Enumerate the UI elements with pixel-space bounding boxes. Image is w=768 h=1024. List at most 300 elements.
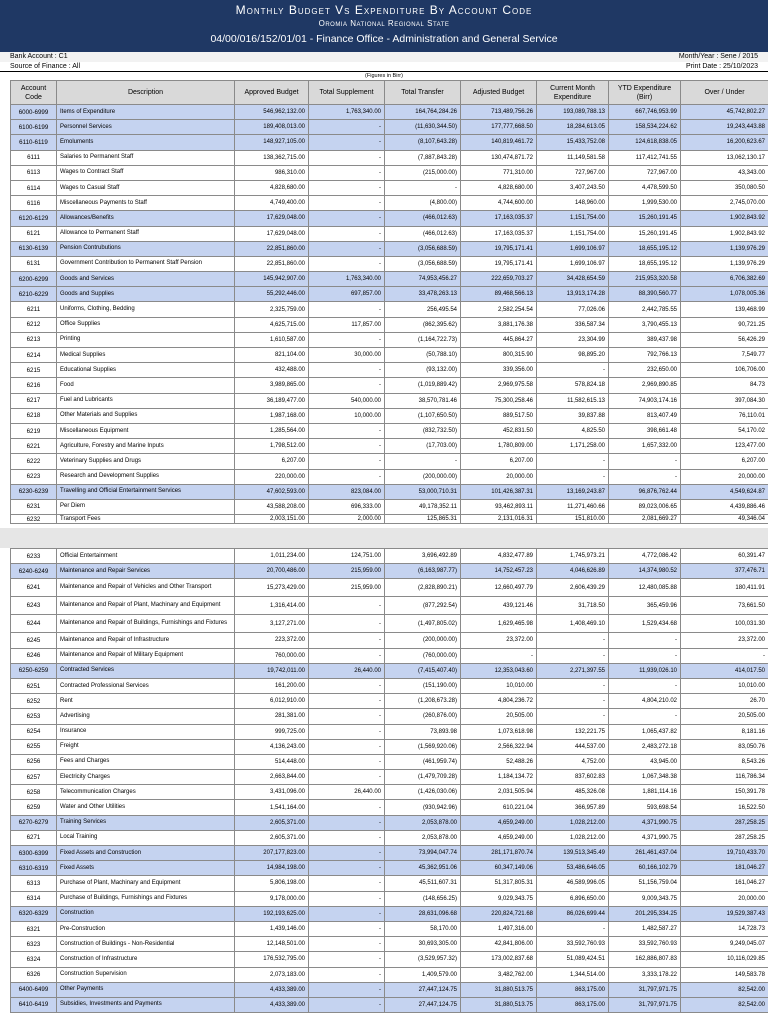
- cell-total-transfer: (2,828,890.21): [385, 579, 461, 597]
- cell-current-month-expenditure: 444,537.00: [537, 739, 609, 754]
- cell-total-transfer: (8,107,643.28): [385, 135, 461, 150]
- cell-total-supplement: -: [309, 226, 385, 241]
- cell-ytd-expenditure: 398,661.48: [609, 423, 681, 438]
- cell-description: Telecommunication Charges: [57, 785, 235, 800]
- cell-current-month-expenditure: 11,149,581.58: [537, 150, 609, 165]
- cell-ytd-expenditure: 31,797,971.75: [609, 982, 681, 997]
- cell-ytd-expenditure: 4,804,210.02: [609, 694, 681, 709]
- cell-account-code: 6212: [11, 317, 57, 332]
- cell-account-code: 6313: [11, 876, 57, 891]
- cell-ytd-expenditure: 4,772,086.42: [609, 549, 681, 564]
- cell-description: Purchase of Buildings, Furnishings and Fixtures: [57, 891, 235, 906]
- cell-description: Construction Supervision: [57, 967, 235, 982]
- cell-total-transfer: (6,163,987.77): [385, 564, 461, 579]
- summary-row: [11, 241, 768, 256]
- cell-ytd-expenditure: 43,945.00: [609, 754, 681, 769]
- cell-total-supplement: 10,000.00: [309, 408, 385, 423]
- table-row: [11, 891, 768, 906]
- cell-approved-budget: 1,610,587.00: [235, 332, 309, 347]
- cell-adjusted-budget: 4,832,477.89: [461, 549, 537, 564]
- cell-current-month-expenditure: 1,699,106.97: [537, 241, 609, 256]
- cell-current-month-expenditure: 33,592,760.93: [537, 937, 609, 952]
- cell-total-transfer: 256,495.54: [385, 302, 461, 317]
- cell-account-code: 6314: [11, 891, 57, 906]
- cell-total-transfer: 73,893.98: [385, 724, 461, 739]
- cell-approved-budget: 9,178,000.00: [235, 891, 309, 906]
- cell-current-month-expenditure: -: [537, 678, 609, 693]
- cell-over-under: 123,477.00: [681, 439, 768, 454]
- cell-total-transfer: (4,800.00): [385, 196, 461, 211]
- cell-approved-budget: 3,989,865.00: [235, 378, 309, 393]
- col-header-approved-budget: Approved Budget: [235, 81, 309, 105]
- cell-ytd-expenditure: 4,371,990.75: [609, 830, 681, 845]
- cell-ytd-expenditure: 792,766.13: [609, 348, 681, 363]
- cell-over-under: 100,031.30: [681, 615, 768, 633]
- cell-current-month-expenditure: -: [537, 363, 609, 378]
- cell-total-supplement: 823,084.00: [309, 484, 385, 499]
- cell-current-month-expenditure: 6,896,650.00: [537, 891, 609, 906]
- table-row: [11, 739, 768, 754]
- cell-current-month-expenditure: 1,745,973.21: [537, 549, 609, 564]
- cell-description: Wages to Casual Staff: [57, 180, 235, 195]
- cell-description: Maintenance and Repair of Infrastructure: [57, 633, 235, 648]
- cell-account-code: 6216: [11, 378, 57, 393]
- cell-approved-budget: 192,193,625.00: [235, 906, 309, 921]
- col-header-ytd-expenditure: YTD Expenditure (Birr): [609, 81, 681, 105]
- summary-row: [11, 846, 768, 861]
- cell-total-transfer: 1,409,579.00: [385, 967, 461, 982]
- cell-total-transfer: (200,000.00): [385, 469, 461, 484]
- cell-approved-budget: 4,136,243.00: [235, 739, 309, 754]
- cell-ytd-expenditure: 2,969,890.85: [609, 378, 681, 393]
- cell-description: Construction of Buildings - Non-Residential: [57, 937, 235, 952]
- table-row: [11, 423, 768, 438]
- cell-current-month-expenditure: 13,169,243.87: [537, 484, 609, 499]
- cell-account-code: 6113: [11, 165, 57, 180]
- cell-account-code: 6244: [11, 615, 57, 633]
- cell-total-supplement: -: [309, 423, 385, 438]
- cell-ytd-expenditure: 1,999,530.00: [609, 196, 681, 211]
- cell-ytd-expenditure: 4,371,990.75: [609, 815, 681, 830]
- cell-total-supplement: -: [309, 332, 385, 347]
- cell-ytd-expenditure: 593,698.54: [609, 800, 681, 815]
- cell-total-supplement: -: [309, 724, 385, 739]
- cell-total-supplement: -: [309, 906, 385, 921]
- cell-adjusted-budget: 439,121.46: [461, 597, 537, 615]
- cell-account-code: 6213: [11, 332, 57, 347]
- cell-over-under: 56,426.29: [681, 332, 768, 347]
- cell-current-month-expenditure: 139,513,345.49: [537, 846, 609, 861]
- table-row: [11, 165, 768, 180]
- cell-approved-budget: 514,448.00: [235, 754, 309, 769]
- cell-approved-budget: 281,381.00: [235, 709, 309, 724]
- cell-total-supplement: -: [309, 770, 385, 785]
- report-banner: [0, 0, 768, 52]
- summary-row: [11, 287, 768, 302]
- cell-current-month-expenditure: 193,089,788.13: [537, 105, 609, 120]
- cell-total-supplement: -: [309, 439, 385, 454]
- cell-adjusted-budget: 31,880,513.75: [461, 997, 537, 1012]
- table-row: [11, 332, 768, 347]
- cell-current-month-expenditure: 1,699,106.97: [537, 256, 609, 271]
- cell-account-code: 6221: [11, 439, 57, 454]
- cell-total-transfer: (1,426,030.06): [385, 785, 461, 800]
- cell-account-code: 6214: [11, 348, 57, 363]
- cell-over-under: 116,786.34: [681, 770, 768, 785]
- cell-description: Other Materials and Supplies: [57, 408, 235, 423]
- cell-ytd-expenditure: 1,067,348.38: [609, 770, 681, 785]
- cell-description: Emoluments: [57, 135, 235, 150]
- cell-approved-budget: 999,725.00: [235, 724, 309, 739]
- cell-account-code: 6256: [11, 754, 57, 769]
- cell-total-transfer: 33,478,263.13: [385, 287, 461, 302]
- cell-total-transfer: (50,788.10): [385, 348, 461, 363]
- table-row: [11, 439, 768, 454]
- cell-description: Contracted Professional Services: [57, 678, 235, 693]
- cell-description: Salaries to Permanent Staff: [57, 150, 235, 165]
- cell-over-under: 20,000.00: [681, 469, 768, 484]
- cell-approved-budget: 1,285,564.00: [235, 423, 309, 438]
- cell-over-under: 180,411.91: [681, 579, 768, 597]
- cell-adjusted-budget: 52,488.26: [461, 754, 537, 769]
- cell-ytd-expenditure: 3,790,455.13: [609, 317, 681, 332]
- meta-row-2: [0, 62, 768, 72]
- cell-account-code: 6240-6249: [11, 564, 57, 579]
- cell-approved-budget: 223,372.00: [235, 633, 309, 648]
- cell-description: Training Services: [57, 815, 235, 830]
- cell-account-code: 6257: [11, 770, 57, 785]
- cell-approved-budget: 1,439,146.00: [235, 921, 309, 936]
- cell-account-code: 6210-6229: [11, 287, 57, 302]
- cell-over-under: 181,046.27: [681, 861, 768, 876]
- cell-over-under: 6,207.00: [681, 454, 768, 469]
- source-of-finance: Source of Finance : All: [10, 63, 81, 70]
- cell-ytd-expenditure: 1,065,437.82: [609, 724, 681, 739]
- cell-account-code: 6120-6129: [11, 211, 57, 226]
- table-header-row: [11, 81, 768, 105]
- cell-account-code: 6251: [11, 678, 57, 693]
- cell-description: Fixed Assets: [57, 861, 235, 876]
- cell-adjusted-budget: 14,752,457.23: [461, 564, 537, 579]
- cell-total-supplement: -: [309, 937, 385, 952]
- cell-adjusted-budget: 31,880,513.75: [461, 982, 537, 997]
- cell-adjusted-budget: 173,002,837.68: [461, 952, 537, 967]
- cell-over-under: 84.73: [681, 378, 768, 393]
- cell-approved-budget: 47,602,593.00: [235, 484, 309, 499]
- cell-ytd-expenditure: 15,260,191.45: [609, 226, 681, 241]
- cell-current-month-expenditure: 53,486,646.05: [537, 861, 609, 876]
- cell-description: Government Contribution to Permanent Staff Pension: [57, 256, 235, 271]
- cell-ytd-expenditure: 1,881,114.16: [609, 785, 681, 800]
- cell-over-under: 43,343.00: [681, 165, 768, 180]
- cell-total-transfer: 49,178,352.11: [385, 499, 461, 514]
- cell-approved-budget: 22,851,860.00: [235, 256, 309, 271]
- cell-ytd-expenditure: 124,618,838.05: [609, 135, 681, 150]
- cell-over-under: 19,710,433.70: [681, 846, 768, 861]
- cell-current-month-expenditure: 51,089,424.51: [537, 952, 609, 967]
- cell-total-transfer: (3,056,688.59): [385, 256, 461, 271]
- cell-current-month-expenditure: 77,026.06: [537, 302, 609, 317]
- cell-adjusted-budget: 2,566,322.94: [461, 739, 537, 754]
- cell-adjusted-budget: 177,777,668.50: [461, 120, 537, 135]
- cell-over-under: 287,258.25: [681, 815, 768, 830]
- cell-adjusted-budget: 12,353,043.60: [461, 663, 537, 678]
- cell-approved-budget: 15,273,429.00: [235, 579, 309, 597]
- cell-approved-budget: 1,316,414.00: [235, 597, 309, 615]
- cell-total-supplement: -: [309, 876, 385, 891]
- cell-total-supplement: -: [309, 830, 385, 845]
- cell-over-under: 90,721.25: [681, 317, 768, 332]
- cell-over-under: 414,017.50: [681, 663, 768, 678]
- cell-total-transfer: -: [385, 180, 461, 195]
- cell-adjusted-budget: 452,831.50: [461, 423, 537, 438]
- cell-ytd-expenditure: 2,442,785.55: [609, 302, 681, 317]
- cell-total-transfer: (1,208,673.28): [385, 694, 461, 709]
- cell-description: Miscellaneous Payments to Staff: [57, 196, 235, 211]
- cell-ytd-expenditure: 96,876,762.44: [609, 484, 681, 499]
- cell-account-code: 6130-6139: [11, 241, 57, 256]
- cell-approved-budget: 17,629,048.00: [235, 226, 309, 241]
- cell-description: Transport Fees: [57, 515, 235, 524]
- cell-current-month-expenditure: 4,752.00: [537, 754, 609, 769]
- cell-over-under: 4,549,624.87: [681, 484, 768, 499]
- cell-account-code: 6231: [11, 499, 57, 514]
- cell-adjusted-budget: 130,474,871.72: [461, 150, 537, 165]
- summary-row: [11, 861, 768, 876]
- cell-description: Allowances/Benefits: [57, 211, 235, 226]
- cell-description: Per Diem: [57, 499, 235, 514]
- cell-current-month-expenditure: 132,221.75: [537, 724, 609, 739]
- cell-current-month-expenditure: 98,895.20: [537, 348, 609, 363]
- cell-over-under: 10,116,029.85: [681, 952, 768, 967]
- cell-total-supplement: -: [309, 135, 385, 150]
- cell-total-transfer: (1,164,722.73): [385, 332, 461, 347]
- cell-approved-budget: 986,310.00: [235, 165, 309, 180]
- cell-adjusted-budget: 4,804,236.72: [461, 694, 537, 709]
- cell-over-under: 6,706,382.69: [681, 272, 768, 287]
- cell-ytd-expenditure: 215,953,320.58: [609, 272, 681, 287]
- cell-over-under: 377,476.71: [681, 564, 768, 579]
- cell-description: Personnel Services: [57, 120, 235, 135]
- cell-ytd-expenditure: 232,650.00: [609, 363, 681, 378]
- cell-description: Medical Supplies: [57, 348, 235, 363]
- cell-account-code: 6270-6279: [11, 815, 57, 830]
- table-row: [11, 615, 768, 633]
- cell-account-code: 6323: [11, 937, 57, 952]
- table-row: [11, 454, 768, 469]
- cell-account-code: 6410-6419: [11, 997, 57, 1012]
- cell-approved-budget: 1,011,234.00: [235, 549, 309, 564]
- cell-current-month-expenditure: 1,151,754.00: [537, 211, 609, 226]
- cell-adjusted-budget: 3,482,762.00: [461, 967, 537, 982]
- cell-approved-budget: 138,362,715.00: [235, 150, 309, 165]
- budget-table-page-1: [10, 80, 768, 524]
- cell-over-under: 1,902,843.92: [681, 211, 768, 226]
- cell-approved-budget: 5,806,198.00: [235, 876, 309, 891]
- cell-total-supplement: 540,000.00: [309, 393, 385, 408]
- cell-total-transfer: (3,529,957.32): [385, 952, 461, 967]
- cell-account-code: 6255: [11, 739, 57, 754]
- cell-total-supplement: -: [309, 615, 385, 633]
- cell-approved-budget: 2,605,371.00: [235, 830, 309, 845]
- cell-approved-budget: 3,127,271.00: [235, 615, 309, 633]
- cell-approved-budget: 821,104.00: [235, 348, 309, 363]
- cell-adjusted-budget: 60,347,149.06: [461, 861, 537, 876]
- cell-total-supplement: 26,440.00: [309, 663, 385, 678]
- table-row: [11, 709, 768, 724]
- cell-description: Pension Contrubutions: [57, 241, 235, 256]
- cell-current-month-expenditure: 366,957.89: [537, 800, 609, 815]
- cell-ytd-expenditure: -: [609, 678, 681, 693]
- cell-total-transfer: 2,053,878.00: [385, 815, 461, 830]
- cell-ytd-expenditure: -: [609, 709, 681, 724]
- cell-total-supplement: -: [309, 469, 385, 484]
- cell-approved-budget: 14,984,198.00: [235, 861, 309, 876]
- cell-adjusted-budget: 6,207.00: [461, 454, 537, 469]
- cell-total-transfer: (17,703.00): [385, 439, 461, 454]
- cell-total-supplement: -: [309, 211, 385, 226]
- cell-current-month-expenditure: -: [537, 694, 609, 709]
- cell-total-supplement: -: [309, 454, 385, 469]
- table-row: [11, 785, 768, 800]
- cell-ytd-expenditure: 117,412,741.55: [609, 150, 681, 165]
- summary-row: [11, 272, 768, 287]
- cell-description: Electricity Charges: [57, 770, 235, 785]
- cell-total-supplement: 215,959.00: [309, 579, 385, 597]
- cell-approved-budget: 189,408,013.00: [235, 120, 309, 135]
- cell-over-under: 139,468.99: [681, 302, 768, 317]
- cell-description: Other Payments: [57, 982, 235, 997]
- cell-total-transfer: 27,447,124.75: [385, 997, 461, 1012]
- cell-over-under: 19,529,387.43: [681, 906, 768, 921]
- table-row: [11, 724, 768, 739]
- cell-total-supplement: 697,857.00: [309, 287, 385, 302]
- cell-total-transfer: 58,170.00: [385, 921, 461, 936]
- cell-approved-budget: 2,003,151.00: [235, 515, 309, 524]
- cell-current-month-expenditure: 31,718.50: [537, 597, 609, 615]
- cell-total-transfer: 73,994,047.74: [385, 846, 461, 861]
- cell-over-under: 8,181.16: [681, 724, 768, 739]
- cell-total-supplement: -: [309, 921, 385, 936]
- cell-total-transfer: 74,953,456.27: [385, 272, 461, 287]
- table-row: [11, 150, 768, 165]
- cell-account-code: 6110-6119: [11, 135, 57, 150]
- cell-total-transfer: (877,292.54): [385, 597, 461, 615]
- summary-row: [11, 120, 768, 135]
- cell-account-code: 6259: [11, 800, 57, 815]
- cell-current-month-expenditure: 837,602.83: [537, 770, 609, 785]
- cell-total-supplement: -: [309, 165, 385, 180]
- cell-adjusted-budget: 771,310.00: [461, 165, 537, 180]
- cell-adjusted-budget: 220,824,721.68: [461, 906, 537, 921]
- cell-over-under: 83,050.76: [681, 739, 768, 754]
- summary-row: [11, 484, 768, 499]
- cell-description: Educational Supplies: [57, 363, 235, 378]
- cell-description: Travelling and Official Entertainment Services: [57, 484, 235, 499]
- cell-ytd-expenditure: 365,459.96: [609, 597, 681, 615]
- table-row: [11, 967, 768, 982]
- office-line: 04/00/016/152/01/01 - Finance Office - Administration and General Service: [210, 33, 558, 45]
- table-row: [11, 256, 768, 271]
- cell-total-supplement: -: [309, 363, 385, 378]
- cell-account-code: 6211: [11, 302, 57, 317]
- cell-approved-budget: 2,605,371.00: [235, 815, 309, 830]
- cell-adjusted-budget: 51,317,805.31: [461, 876, 537, 891]
- cell-ytd-expenditure: 11,939,026.10: [609, 663, 681, 678]
- cell-description: Purchase of Plant, Machinary and Equipment: [57, 876, 235, 891]
- table-row: [11, 678, 768, 693]
- table-row: [11, 754, 768, 769]
- cell-total-supplement: 117,857.00: [309, 317, 385, 332]
- cell-description: Food: [57, 378, 235, 393]
- cell-total-transfer: 27,447,124.75: [385, 982, 461, 997]
- cell-approved-budget: 161,200.00: [235, 678, 309, 693]
- table-row: [11, 830, 768, 845]
- cell-ytd-expenditure: 162,886,807.83: [609, 952, 681, 967]
- cell-total-transfer: (466,012.63): [385, 211, 461, 226]
- cell-description: Insurance: [57, 724, 235, 739]
- cell-adjusted-budget: 339,356.00: [461, 363, 537, 378]
- cell-total-transfer: 53,000,710.31: [385, 484, 461, 499]
- cell-approved-budget: 4,625,715.00: [235, 317, 309, 332]
- cell-current-month-expenditure: 46,589,996.05: [537, 876, 609, 891]
- cell-approved-budget: 17,629,048.00: [235, 211, 309, 226]
- cell-adjusted-budget: 1,073,618.98: [461, 724, 537, 739]
- cell-over-under: 149,583.78: [681, 967, 768, 982]
- table-row: [11, 180, 768, 195]
- cell-over-under: 1,139,976.29: [681, 241, 768, 256]
- cell-approved-budget: 2,663,844.00: [235, 770, 309, 785]
- cell-over-under: 1,139,976.29: [681, 256, 768, 271]
- cell-account-code: 6217: [11, 393, 57, 408]
- cell-description: Maintenance and Repair Services: [57, 564, 235, 579]
- cell-total-supplement: -: [309, 891, 385, 906]
- cell-total-transfer: (1,479,709.28): [385, 770, 461, 785]
- cell-adjusted-budget: 713,489,756.26: [461, 105, 537, 120]
- cell-description: Maintenance and Repair of Plant, Machinary and Equipment: [57, 597, 235, 615]
- cell-account-code: 6271: [11, 830, 57, 845]
- cell-current-month-expenditure: 2,606,439.29: [537, 579, 609, 597]
- cell-ytd-expenditure: 2,483,272.18: [609, 739, 681, 754]
- cell-over-under: 82,542.00: [681, 997, 768, 1012]
- table-row: [11, 952, 768, 967]
- cell-total-supplement: -: [309, 597, 385, 615]
- cell-ytd-expenditure: 1,529,434.68: [609, 615, 681, 633]
- meta-row-1: [0, 52, 768, 62]
- cell-description: Maintenance and Repair of Vehicles and Other Transport: [57, 579, 235, 597]
- cell-current-month-expenditure: 1,151,754.00: [537, 226, 609, 241]
- cell-account-code: 6400-6499: [11, 982, 57, 997]
- cell-account-code: 6245: [11, 633, 57, 648]
- cell-total-supplement: -: [309, 739, 385, 754]
- cell-total-supplement: -: [309, 256, 385, 271]
- cell-approved-budget: 145,942,907.00: [235, 272, 309, 287]
- cell-ytd-expenditure: 1,657,332.00: [609, 439, 681, 454]
- cell-over-under: 16,522.50: [681, 800, 768, 815]
- cell-description: Allowance to Permanent Staff: [57, 226, 235, 241]
- cell-over-under: 350,080.50: [681, 180, 768, 195]
- cell-approved-budget: 4,433,389.00: [235, 982, 309, 997]
- cell-over-under: 4,439,886.46: [681, 499, 768, 514]
- cell-total-supplement: -: [309, 241, 385, 256]
- cell-total-transfer: (3,056,688.59): [385, 241, 461, 256]
- col-header-total-transfer: Total Transfer: [385, 81, 461, 105]
- cell-account-code: 6320-6329: [11, 906, 57, 921]
- cell-current-month-expenditure: 148,960.00: [537, 196, 609, 211]
- cell-total-supplement: -: [309, 982, 385, 997]
- cell-adjusted-budget: 1,497,316.00: [461, 921, 537, 936]
- cell-over-under: 73,661.50: [681, 597, 768, 615]
